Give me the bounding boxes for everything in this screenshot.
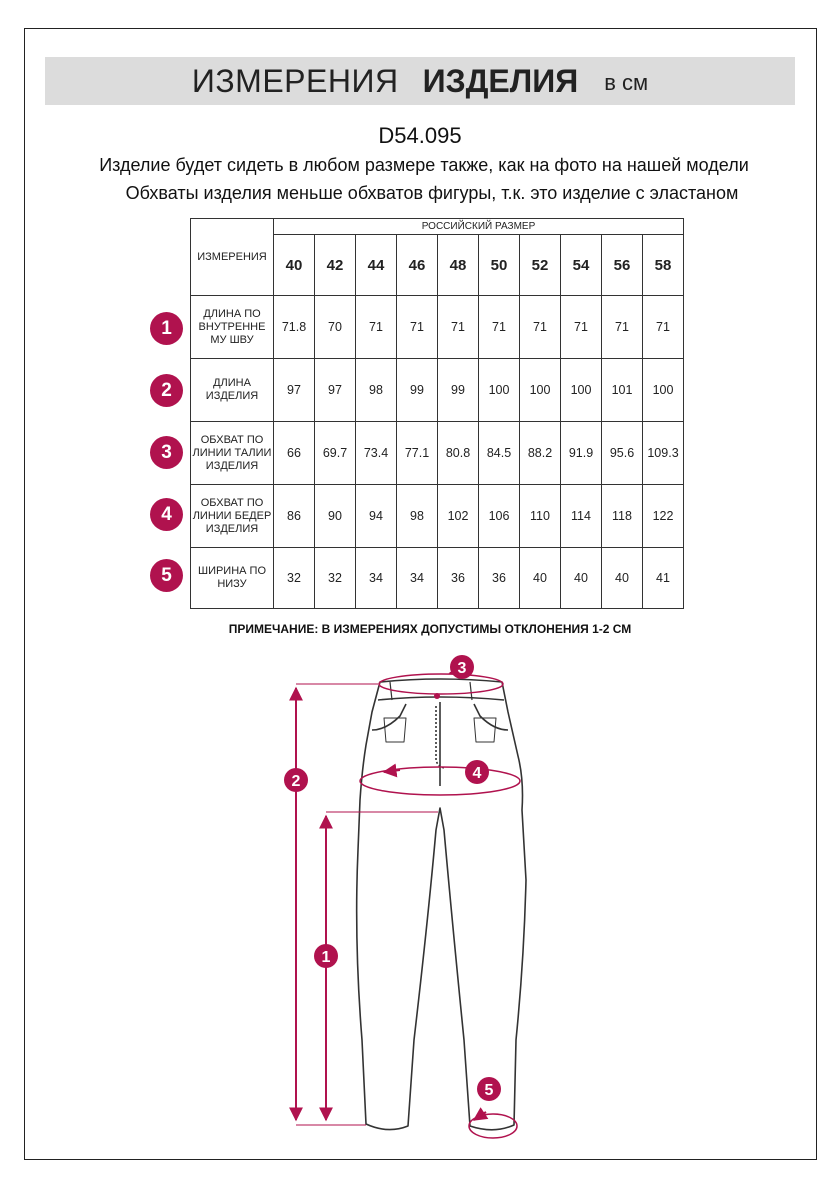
table-cell: 110 bbox=[520, 485, 561, 548]
table-cell: 71 bbox=[438, 296, 479, 359]
size-header: 58 bbox=[643, 235, 684, 296]
marker-1-label: 1 bbox=[321, 949, 331, 966]
size-header: 40 bbox=[274, 235, 315, 296]
marker-4-badge bbox=[465, 760, 489, 784]
row-number-badge: 2 bbox=[150, 374, 183, 407]
marker-5-label: 5 bbox=[484, 1082, 494, 1099]
article-number: D54.095 bbox=[378, 123, 462, 148]
row-number-badge: 5 bbox=[150, 559, 183, 592]
tolerance-footnote: ПРИМЕЧАНИЕ: В ИЗМЕРЕНИЯХ ДОПУСТИМЫ ОТКЛОНЕНИЯ 1-2 СМ bbox=[228, 622, 632, 636]
table-cell: 36 bbox=[438, 548, 479, 609]
group-header: РОССИЙСКИЙ РАЗМЕР bbox=[274, 219, 684, 235]
table-cell: 99 bbox=[397, 359, 438, 422]
table-cell: 71.8 bbox=[274, 296, 315, 359]
row-label: ДЛИНА ИЗДЕЛИЯ bbox=[191, 359, 274, 422]
table-cell: 32 bbox=[274, 548, 315, 609]
table-cell: 94 bbox=[356, 485, 397, 548]
marker-4-label: 4 bbox=[472, 765, 482, 782]
table-cell: 91.9 bbox=[561, 422, 602, 485]
table-cell: 66 bbox=[274, 422, 315, 485]
table-cell: 80.8 bbox=[438, 422, 479, 485]
marker-1-badge bbox=[314, 944, 338, 968]
marker-3-badge bbox=[450, 655, 474, 679]
table-cell: 73.4 bbox=[356, 422, 397, 485]
table-cell: 97 bbox=[315, 359, 356, 422]
pants-outline bbox=[357, 679, 526, 1130]
table-row bbox=[191, 359, 684, 422]
table-cell: 71 bbox=[520, 296, 561, 359]
size-header: 54 bbox=[561, 235, 602, 296]
table-cell: 98 bbox=[356, 359, 397, 422]
table-cell: 70 bbox=[315, 296, 356, 359]
table-row bbox=[191, 485, 684, 548]
table-cell: 97 bbox=[274, 359, 315, 422]
table-cell: 95.6 bbox=[602, 422, 643, 485]
marker-2-label: 2 bbox=[291, 773, 301, 790]
pants-diagram bbox=[0, 640, 840, 1160]
table-cell: 71 bbox=[561, 296, 602, 359]
size-header: 42 bbox=[315, 235, 356, 296]
size-header: 46 bbox=[397, 235, 438, 296]
table-row bbox=[191, 548, 684, 609]
waist-ellipse bbox=[379, 674, 503, 694]
table-cell: 122 bbox=[643, 485, 684, 548]
header-band bbox=[45, 57, 795, 105]
title-unit: в см bbox=[604, 70, 649, 95]
table-cell: 71 bbox=[356, 296, 397, 359]
table-cell: 71 bbox=[602, 296, 643, 359]
table-cell: 36 bbox=[479, 548, 520, 609]
marker-2-badge bbox=[284, 768, 308, 792]
table-cell: 77.1 bbox=[397, 422, 438, 485]
table-cell: 98 bbox=[397, 485, 438, 548]
marker-3-label: 3 bbox=[457, 660, 467, 677]
table-cell: 84.5 bbox=[479, 422, 520, 485]
size-header: 52 bbox=[520, 235, 561, 296]
elastane-note: Обхваты изделия меньше обхватов фигуры, т.к. это изделие с эластаном bbox=[125, 183, 739, 203]
table-cell: 114 bbox=[561, 485, 602, 548]
corner-label: ИЗМЕРЕНИЯ bbox=[191, 219, 274, 296]
marker-5-badge bbox=[477, 1077, 501, 1101]
table-cell: 71 bbox=[643, 296, 684, 359]
table-cell: 88.2 bbox=[520, 422, 561, 485]
row-label: ДЛИНА ПО ВНУТРЕННЕ МУ ШВУ bbox=[191, 296, 274, 359]
row-number-badge: 3 bbox=[150, 436, 183, 469]
table-cell: 34 bbox=[356, 548, 397, 609]
table-cell: 106 bbox=[479, 485, 520, 548]
table-cell: 71 bbox=[397, 296, 438, 359]
table-cell: 109.3 bbox=[643, 422, 684, 485]
title-regular: ИЗМЕРЕНИЯ bbox=[191, 62, 399, 99]
table-cell: 100 bbox=[479, 359, 520, 422]
table-cell: 40 bbox=[520, 548, 561, 609]
table-cell: 86 bbox=[274, 485, 315, 548]
size-header: 48 bbox=[438, 235, 479, 296]
table-cell: 99 bbox=[438, 359, 479, 422]
table-row bbox=[191, 422, 684, 485]
table-cell: 40 bbox=[602, 548, 643, 609]
table-cell: 41 bbox=[643, 548, 684, 609]
row-number-badge: 4 bbox=[150, 498, 183, 531]
size-header: 44 bbox=[356, 235, 397, 296]
table-cell: 118 bbox=[602, 485, 643, 548]
table-cell: 100 bbox=[561, 359, 602, 422]
row-label: ОБХВАТ ПО ЛИНИИ ТАЛИИ ИЗДЕЛИЯ bbox=[191, 422, 274, 485]
table-header-row bbox=[191, 219, 684, 235]
table-cell: 100 bbox=[520, 359, 561, 422]
table-cell: 32 bbox=[315, 548, 356, 609]
table-cell: 100 bbox=[643, 359, 684, 422]
table-cell: 34 bbox=[397, 548, 438, 609]
table-row bbox=[191, 296, 684, 359]
row-label: ШИРИНА ПО НИЗУ bbox=[191, 548, 274, 609]
fit-note: Изделие будет сидеть в любом размере также, как на фото на нашей модели bbox=[99, 155, 749, 175]
size-table bbox=[190, 218, 684, 609]
table-cell: 90 bbox=[315, 485, 356, 548]
size-header: 50 bbox=[479, 235, 520, 296]
title-bold: ИЗДЕЛИЯ bbox=[422, 62, 579, 99]
row-label: ОБХВАТ ПО ЛИНИИ БЕДЕР ИЗДЕЛИЯ bbox=[191, 485, 274, 548]
row-number-badge: 1 bbox=[150, 312, 183, 345]
table-cell: 69.7 bbox=[315, 422, 356, 485]
table-cell: 102 bbox=[438, 485, 479, 548]
table-cell: 101 bbox=[602, 359, 643, 422]
table-cell: 40 bbox=[561, 548, 602, 609]
size-header: 56 bbox=[602, 235, 643, 296]
table-cell: 71 bbox=[479, 296, 520, 359]
